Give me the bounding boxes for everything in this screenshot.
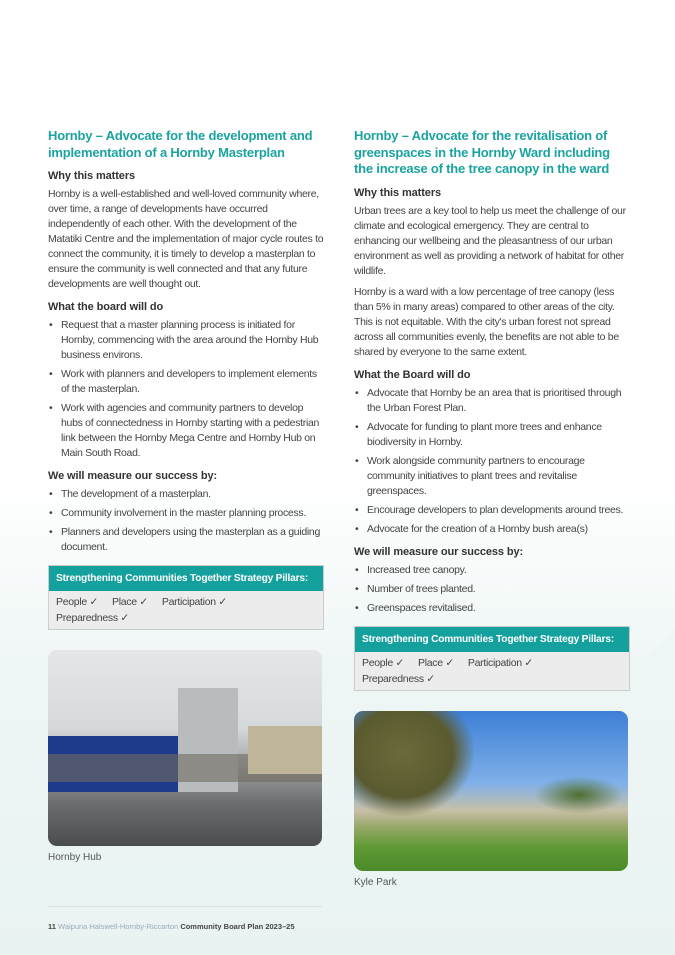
list-item: • Advocate that Hornby be an area that is prioritised through the Urban Forest Plan. (354, 386, 630, 416)
why-text: Hornby is a well-established and well-loved community where, over time, a range of developments have occurred independently of each other. With the development of the Matatiki Centre and the implementation of major cycle routes to connect the community, it is timely to develop a masterplan to ensure the community is well connected and that any future developments are well thought out. (48, 188, 324, 290)
do-list (354, 386, 630, 537)
pillars-box (354, 626, 630, 691)
kyle-park-photo (354, 711, 628, 871)
measure-heading: We will measure our success by: (354, 545, 524, 558)
plan-name: Community Board Plan 2023–25 (180, 922, 295, 931)
pillar-participation: Participation ✓ (161, 596, 227, 608)
pillar-place: Place ✓ (418, 656, 454, 669)
why-text: Hornby is a ward with a low percentage of tree canopy (less than 5% in many areas) compared to other areas of the city. This is not equitable. With the city's urban forest not spread across all communities evenly, the benefits are not able to be shared by everyone to the same extent. (354, 285, 619, 358)
list-item: • Work alongside community partners to encourage community initiatives to plant trees and revitalise greenspaces. (354, 454, 630, 499)
why-heading: Why this matters (48, 170, 136, 182)
list-item: • Community involvement in the master planning process. (48, 506, 324, 521)
section-title: Hornby – Advocate for the revitalisation of greenspaces in the Hornby Ward including the increase of the tree canopy in the ward (354, 128, 610, 176)
why-heading: Why this matters (354, 186, 442, 199)
do-heading: What the board will do (48, 301, 164, 313)
list-item: • The development of a masterplan. (48, 487, 324, 502)
do-heading: What the Board will do (354, 368, 471, 381)
pillar-participation: Participation ✓ (467, 656, 533, 669)
list-item: • Advocate for the creation of a Hornby bush area(s) (354, 522, 630, 537)
pillar-people: People ✓ (56, 596, 99, 608)
list-item: • Request that a master planning process is initiated for Hornby, commencing with the area around the Hornby Hub business environs. (48, 318, 324, 363)
pillar-preparedness: Preparedness ✓ (362, 672, 435, 685)
list-item: • Greenspaces revitalised. (354, 601, 630, 616)
pillars-heading: Strengthening Communities Together Strategy Pillars: (355, 627, 629, 652)
page-number: 11 (48, 922, 56, 931)
right-column (354, 128, 630, 890)
measure-list (48, 487, 324, 555)
pillar-place: Place ✓ (112, 596, 148, 608)
list-item: • Planners and developers using the masterplan as a guiding document. (48, 525, 324, 555)
section-title: Hornby – Advocate for the development and implementation of a Hornby Masterplan (48, 128, 313, 160)
why-text: Urban trees are a key tool to help us meet the challenge of our climate and ecological emergency. They are central to enhancing our wellbeing and the pleasantness of our urban environment as well as providing a network of habitat for other wildlife. (354, 204, 626, 277)
list-item: • Advocate for funding to plant more trees and enhance biodiversity in Hornby. (354, 420, 630, 450)
pillars-heading: Strengthening Communities Together Strategy Pillars: (49, 566, 323, 591)
measure-list (354, 563, 630, 616)
pillars-box (48, 565, 324, 630)
footer-divider (48, 906, 322, 907)
photo-caption: Hornby Hub (48, 852, 102, 863)
hornby-hub-photo (48, 650, 322, 846)
pillar-preparedness: Preparedness ✓ (56, 612, 129, 624)
list-item: • Number of trees planted. (354, 582, 630, 597)
board-name: Waipuna Halswell-Hornby-Riccarton (58, 922, 179, 931)
left-column (48, 128, 324, 865)
list-item: • Increased tree canopy. (354, 563, 630, 578)
page-footer (48, 922, 295, 931)
do-list (48, 318, 324, 461)
measure-heading: We will measure our success by: (48, 470, 218, 482)
pillar-people: People ✓ (362, 656, 405, 669)
list-item: • Work with agencies and community partners to develop hubs of connectedness in Hornby starting with a pedestrian link between the Hornby Mega Centre and Hornby Hub on Main South Road. (48, 401, 324, 461)
list-item: • Encourage developers to plan developments around trees. (354, 503, 630, 518)
list-item: • Work with planners and developers to implement elements of the masterplan. (48, 367, 324, 397)
photo-caption: Kyle Park (354, 876, 397, 888)
